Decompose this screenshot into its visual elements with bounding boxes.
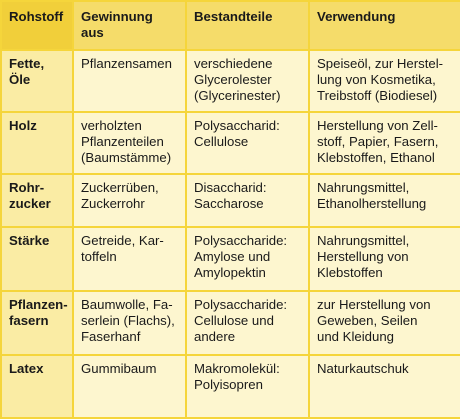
- cell-verwendung: Nahrungsmittel, Herstellung von Klebstoffen: [309, 227, 460, 291]
- table-row: [1, 50, 460, 112]
- table-row: [1, 291, 460, 355]
- cell-gewinnung: Getreide, Kar- toffeln: [73, 227, 186, 291]
- table-row: [1, 227, 460, 291]
- header-rohstoff: Rohstoff: [1, 1, 73, 50]
- cell-rohstoff: Latex: [1, 355, 73, 418]
- cell-gewinnung: Gummibaum: [73, 355, 186, 418]
- header-gewinnung: Gewinnung aus: [73, 1, 186, 50]
- table-row: [1, 112, 460, 174]
- cell-verwendung: Naturkautschuk: [309, 355, 460, 418]
- table-row: [1, 355, 460, 418]
- cell-rohstoff: Fette, Öle: [1, 50, 73, 112]
- cell-bestandteile: Makromolekül: Polyisopren: [186, 355, 309, 418]
- cell-rohstoff: Stärke: [1, 227, 73, 291]
- cell-gewinnung: Zuckerrüben, Zuckerrohr: [73, 174, 186, 227]
- header-verwendung: Verwendung: [309, 1, 460, 50]
- cell-verwendung: Herstellung von Zell- stoff, Papier, Fasern, Klebstoffen, Ethanol: [309, 112, 460, 174]
- table-header-row: [1, 1, 460, 50]
- cell-rohstoff: Pflanzen- fasern: [1, 291, 73, 355]
- cell-rohstoff: Rohr- zucker: [1, 174, 73, 227]
- cell-verwendung: Nahrungsmittel, Ethanolherstellung: [309, 174, 460, 227]
- cell-gewinnung: verholzten Pflanzenteilen (Baumstämme): [73, 112, 186, 174]
- cell-gewinnung: Baumwolle, Fa- serlein (Flachs), Faserhanf: [73, 291, 186, 355]
- cell-verwendung: zur Herstellung von Geweben, Seilen und Kleidung: [309, 291, 460, 355]
- cell-bestandteile: Polysaccharid: Cellulose: [186, 112, 309, 174]
- header-bestandteile: Bestandteile: [186, 1, 309, 50]
- cell-verwendung: Speiseöl, zur Herstel- lung von Kosmetika, Treibstoff (Biodiesel): [309, 50, 460, 112]
- cell-bestandteile: Polysaccharide: Cellulose und andere: [186, 291, 309, 355]
- cell-gewinnung: Pflanzensamen: [73, 50, 186, 112]
- cell-bestandteile: verschiedene Glycerolester (Glycerinester): [186, 50, 309, 112]
- cell-bestandteile: Polysaccharide: Amylose und Amylopektin: [186, 227, 309, 291]
- cell-bestandteile: Disaccharid: Saccharose: [186, 174, 309, 227]
- table-row: [1, 174, 460, 227]
- cell-rohstoff: Holz: [1, 112, 73, 174]
